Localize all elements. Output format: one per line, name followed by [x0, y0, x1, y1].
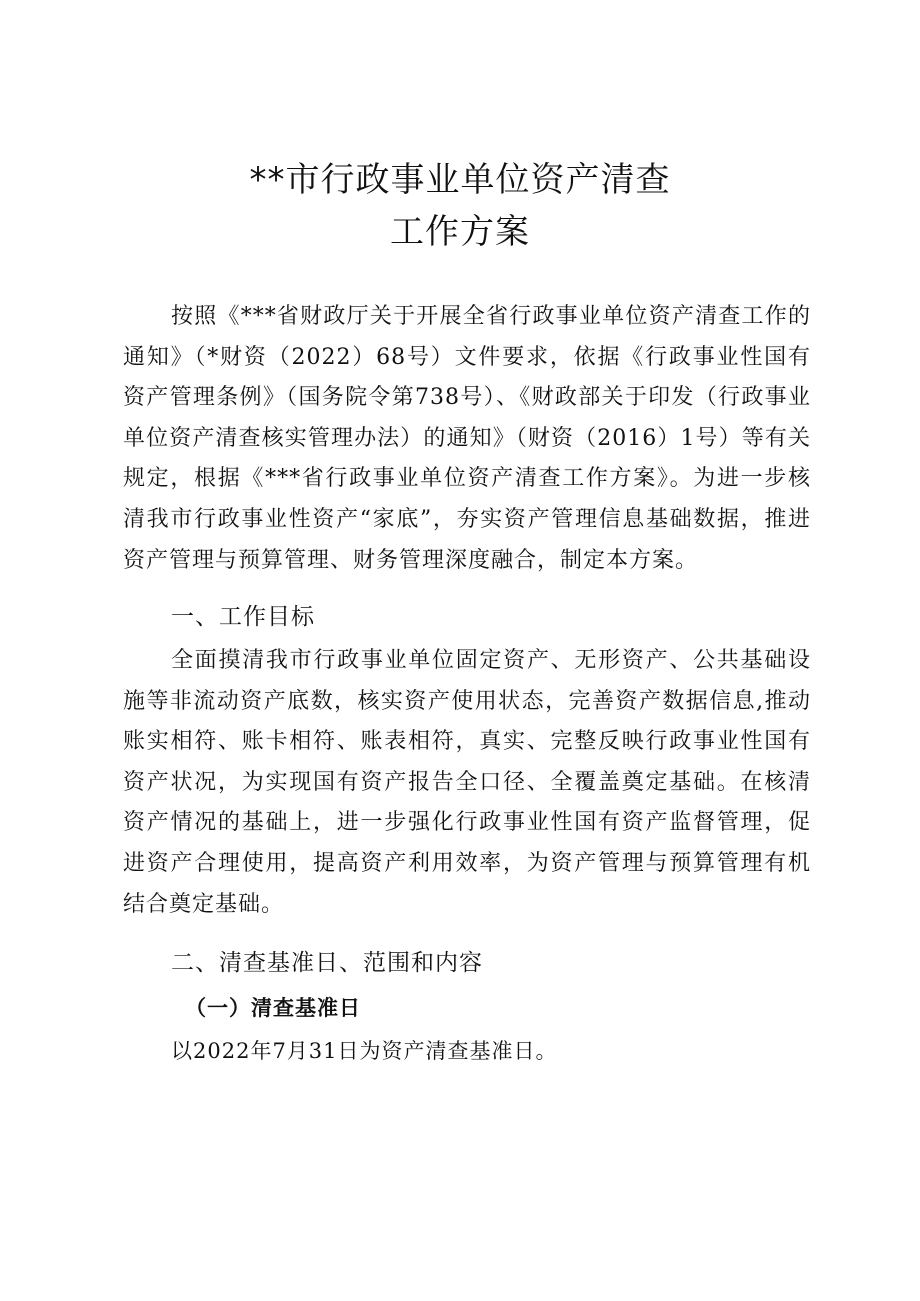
section1-heading: 一、工作目标: [171, 604, 315, 630]
document-title-line2: 工作方案: [390, 212, 530, 252]
section2-heading: 二、清查基准日、范围和内容: [171, 950, 483, 976]
section2-subheading-1: （一）清查基准日: [185, 995, 361, 1020]
section1-paragraph: 全面摸清我市行政事业单位固定资产、无形资产、公共基础设施等非流动资产底数，核实资产使用状态，完善资产数据信息,推动账实相符、账卡相符、账表相符，真实、完整反映行政事业性国有资产状况，为实现国有资产报告全口径、全覆盖奠定基础。在核清资产情况的基础上，进一步强化行政事业性国有资产监督管理，促进资产合理使用，提高资产利用效率，为资产管理与预算管理有机结合奠定基础。: [123, 648, 811, 917]
section2-sub1-text: 以2022年7月31日为资产清查基准日。: [171, 1039, 558, 1063]
intro-paragraph: 按照《***省财政厅关于开展全省行政事业单位资产清查工作的通知》（*财资（2022）68号）文件要求，依据《行政事业性国有资产管理条例》（国务院令第738号）、《财政部关于印发（行政事业单位资产清查核实管理办法）的通知》（财资（2016）1号）等有关规定，根据《***省行政事业单位资产清查工作方案》。为进一步核清我市行政事业性资产“家底”，夯实资产管理信息基础数据，推进资产管理与预算管理、财务管理深度融合，制定本方案。: [123, 304, 811, 573]
document-title-line1: **市行政事业单位资产清查: [249, 160, 671, 200]
